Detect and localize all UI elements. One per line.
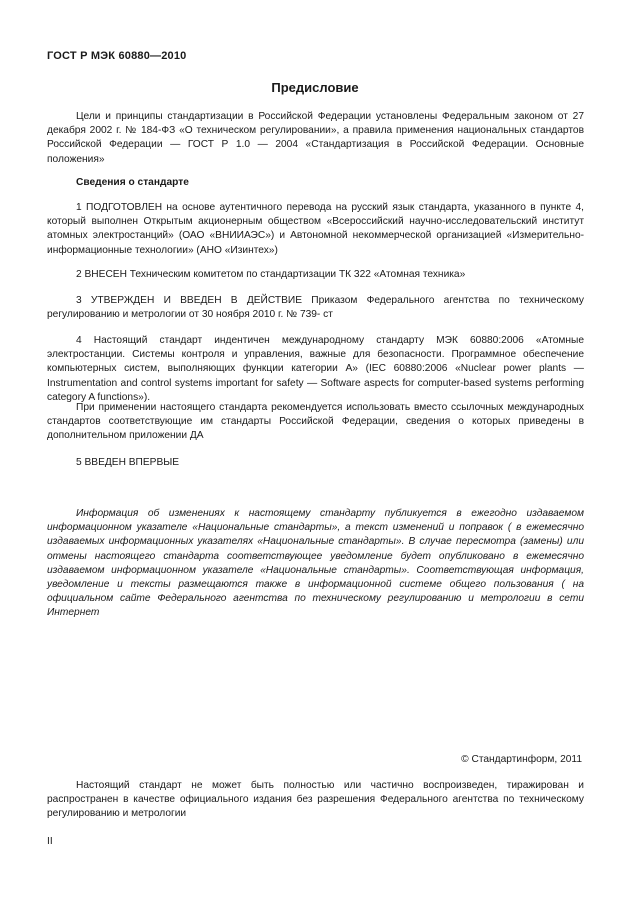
item-1-paragraph: 1 ПОДГОТОВЛЕН на основе аутентичного перевода на русский язык стандарта, указанного в пункте 4, который выполнен Открытым акционерным обществом «Всероссийский научно-исследовательский институт атомных электростанций» (ОАО «ВНИИАЭС») и Автономной некоммерческой организацией «Измерительно-информационные технологии» (АНО «Изинтех»)	[47, 202, 584, 256]
copyright-line: © Стандартинформ, 2011	[461, 754, 582, 765]
item-4-paragraph: 4 Настоящий стандарт индентичен международному стандарту МЭК 60880:2006 «Атомные электростанции. Системы контроля и управления, важные для безопасности. Программное обеспечение компьютерных систем, выполняющих функции категории А» (IEC 60880:2006 «Nuclear power plants — Instrumentation and control systems important for safety — Software aspects for computer-based systems performing category A functions»).	[47, 335, 584, 403]
item-2-paragraph: 2 ВНЕСЕН Техническим комитетом по стандартизации ТК 322 «Атомная техника»	[76, 269, 466, 280]
item-3-paragraph: 3 УТВЕРЖДЕН И ВВЕДЕН В ДЕЙСТВИЕ Приказом Федерального агентства по техническому регулированию и метрологии от 30 ноября 2010 г. № 739- ст	[47, 295, 584, 321]
document-header: ГОСТ Р МЭК 60880—2010	[47, 50, 187, 62]
reproduction-paragraph: Настоящий стандарт не может быть полностью или частично воспроизведен, тиражирован и распространен в качестве официального издания без разрешения Федерального агентства по техническому регулированию и метрологии	[47, 780, 584, 820]
page-number: II	[47, 836, 53, 847]
page-title: Предисловие	[271, 80, 359, 95]
item-5-paragraph: 5 ВВЕДЕН ВПЕРВЫЕ	[76, 457, 180, 468]
notice-paragraph: Информация об изменениях к настоящему стандарту публикуется в ежегодно издаваемом информационном указателе «Национальные стандарты», а текст изменений и поправок ( в ежемесячно издаваемых информационных указателях «Национальные стандарты». В случае пересмотра (замены) или отмены настоящего стандарта соответствующее уведомление будет опубликовано в ежемесячно издаваемом информационном указателе «Национальные стандарты». Соответствующая информация, уведомление и тексты размещаются также в информационной системе общего пользования ( на официальном сайте Федерального агентства по техническому регулированию и метрологии в сети Интернет	[47, 508, 584, 619]
intro-paragraph: Цели и принципы стандартизации в Российской Федерации установлены Федеральным законом от 27 декабря 2002 г. № 184-ФЗ «О техническом регулировании», а правила применения национальных стандартов Российской Федерации — ГОСТ Р 1.0 — 2004 «Стандартизация в Российской Федерации. Основные положения»	[47, 111, 584, 165]
section-heading: Сведения о стандарте	[76, 177, 189, 188]
item-4-note-paragraph: При применении настоящего стандарта рекомендуется использовать вместо ссылочных международных стандартов соответствующие им стандарты Российской Федерации, сведения о которых приведены в дополнительном приложении ДА	[47, 402, 584, 442]
